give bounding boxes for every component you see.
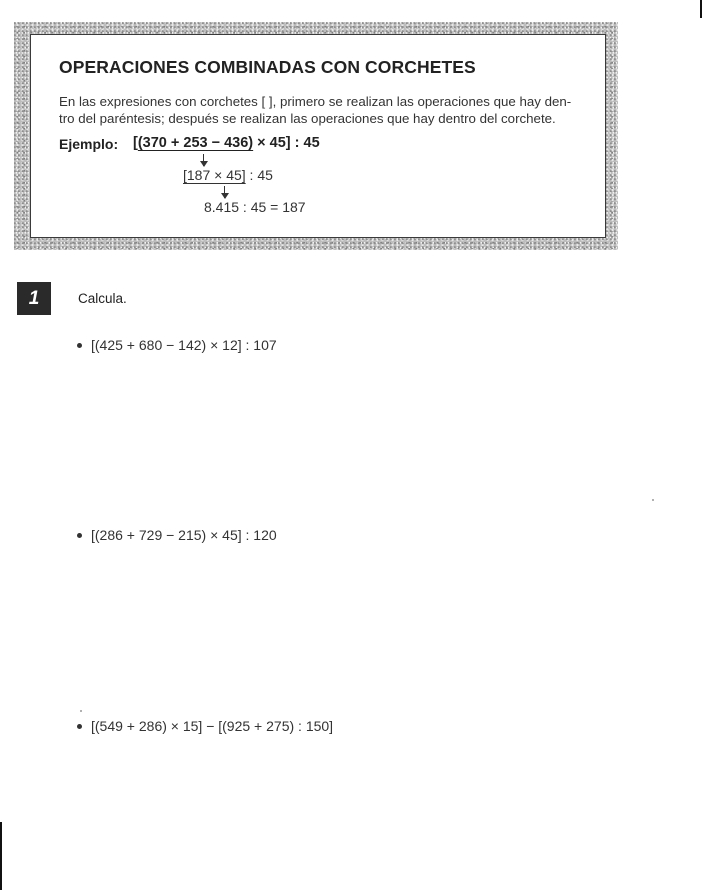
exercise-item xyxy=(77,527,277,543)
example-label: Ejemplo: xyxy=(59,136,119,152)
bullet-icon xyxy=(77,533,82,538)
explanation-line-1: En las expresiones con corchetes [ ], primero se realizan las operaciones que hay den- xyxy=(59,94,572,109)
arrow-down-icon xyxy=(224,186,225,198)
scan-edge-line xyxy=(700,0,702,18)
theory-explanation xyxy=(59,93,579,127)
bullet-icon xyxy=(77,343,82,348)
theory-title: OPERACIONES COMBINADAS CON CORCHETES xyxy=(59,57,476,77)
example-step-1-bracket: [187 × 45] xyxy=(183,167,246,183)
arrow-down-icon xyxy=(203,154,204,166)
example-step-1 xyxy=(183,167,273,183)
example-step-2: 8.415 : 45 = 187 xyxy=(204,199,306,215)
example-parenthesis: (370 + 253 − 436) xyxy=(137,135,254,151)
exercise-item-expression: [(549 + 286) × 15] − [(925 + 275) : 150] xyxy=(91,718,334,734)
example-open-bracket: [ xyxy=(133,135,138,151)
example-step-1-rest: : 45 xyxy=(245,167,273,183)
exercise-item xyxy=(77,337,277,353)
example-expression xyxy=(133,135,320,151)
scan-speck xyxy=(80,710,82,712)
explanation-line-2: tro del paréntesis; después se realizan las operaciones que hay dentro del corchete. xyxy=(59,111,556,126)
bullet-icon xyxy=(77,724,82,729)
exercise-item-expression: [(286 + 729 − 215) × 45] : 120 xyxy=(91,527,277,543)
exercise-item xyxy=(77,718,333,734)
exercise-number-badge: 1 xyxy=(17,282,51,315)
scan-speck xyxy=(652,499,654,501)
exercise-item-expression: [(425 + 680 − 142) × 12] : 107 xyxy=(91,337,277,353)
scan-edge-line-bottom xyxy=(0,822,2,890)
exercise-instruction: Calcula. xyxy=(78,291,127,306)
example-rest: × 45] : 45 xyxy=(253,135,320,151)
theory-box xyxy=(30,34,606,238)
